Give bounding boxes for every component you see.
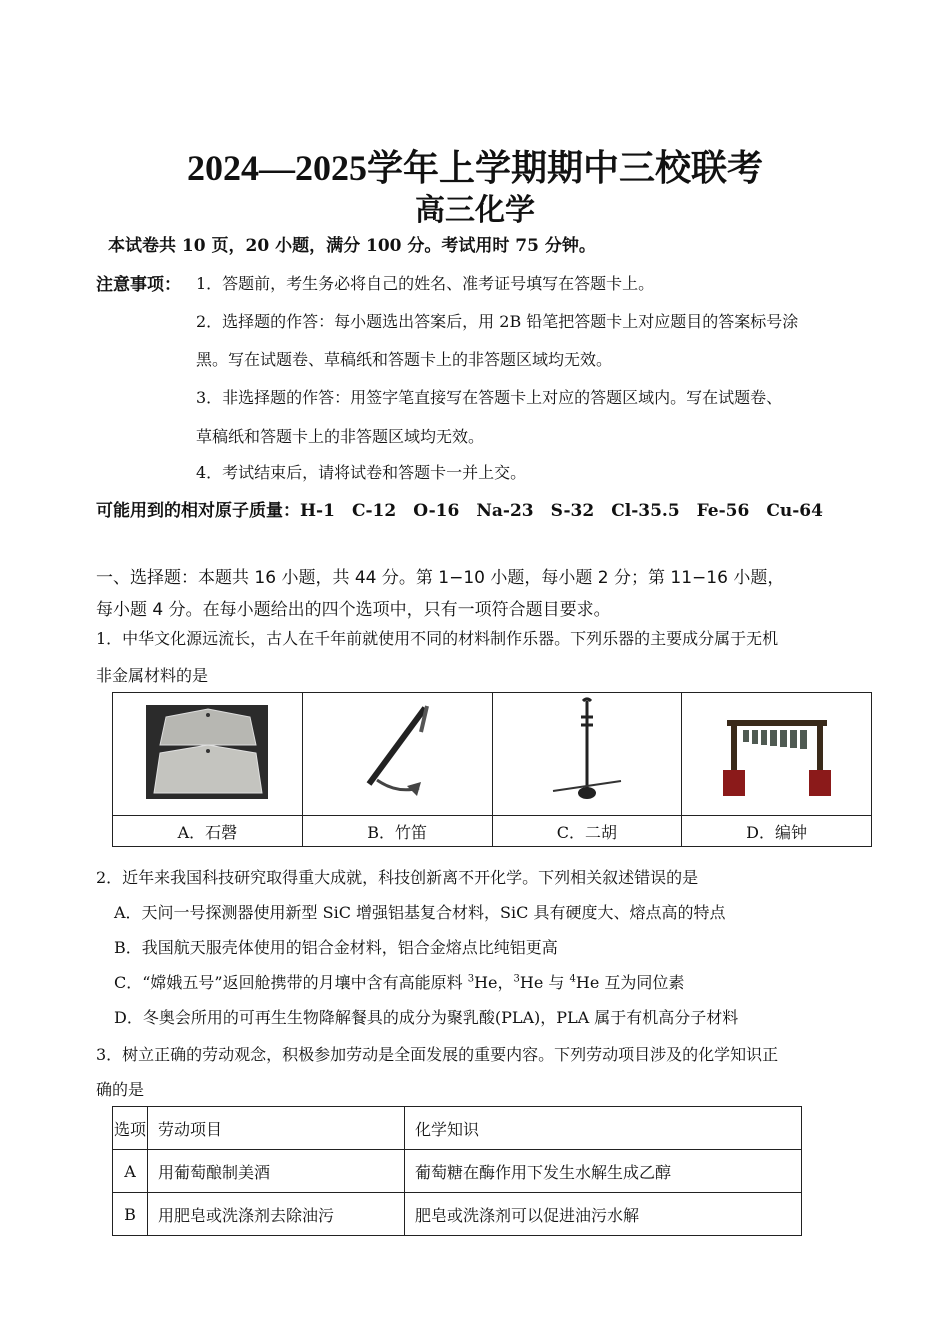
q3-stem-line1: 3．树立正确的劳动观念，积极参加劳动是全面发展的重要内容。下列劳动项目涉及的化学知识正 [96,1045,779,1064]
note-item-1: 1．答题前，考生务必将自己的姓名、准考证号填写在答题卡上。 [196,274,655,293]
q2-he3-mass-1: 3 [467,973,475,985]
exam-summary: 本试卷共 10 页，20 小题，满分 100 分。考试用时 75 分钟。 [108,236,596,256]
option-a-label: A．石磬 [113,816,303,847]
table-row [113,1193,802,1236]
row-a-knowledge: 葡萄糖在酶作用下发生水解生成乙醇 [405,1150,802,1193]
q1-stem-line1: 1．中华文化源远流长，古人在千年前就使用不同的材料制作乐器。下列乐器的主要成分属于无机 [96,629,779,648]
note-item-2a: 2．选择题的作答：每小题选出答案后，用 2B 铅笔把答题卡上对应题目的答案标号涂 [196,312,799,331]
header-option: 选项 [113,1107,148,1150]
q2-he4-mass: 4 [569,973,576,985]
note-item-4: 4．考试结束后，请将试卷和答题卡一并上交。 [196,463,527,482]
option-b-label: B．竹笛 [302,816,492,847]
section-heading-line2: 每小题 4 分。在每小题给出的四个选项中，只有一项符合题目要求。 [96,600,611,620]
q1-instrument-table [112,692,872,847]
q2-option-a: A．天问一号探测器使用新型 SiC 增强铝基复合材料，SiC 具有硬度大、熔点高的特点 [114,903,726,922]
q2-he-text-3: He 互为同位素 [575,973,685,992]
q2-option-b: B．我国航天服壳体使用的铝合金材料，铝合金熔点比纯铝更高 [114,938,558,957]
q3-table [112,1106,802,1236]
bamboo-flute-icon [347,702,447,802]
page-title: 2024—2025学年上学期期中三校联考 [186,148,763,188]
q1-stem-line2: 非金属材料的是 [96,666,209,685]
note-item-3b: 草稿纸和答题卡上的非答题区域均无效。 [196,427,485,446]
stone-chime-icon [146,705,268,799]
q2-option-c [114,970,684,993]
note-item-2b: 黑。写在试题卷、草稿纸和答题卡上的非答题区域均无效。 [196,350,613,369]
q2-he-text-2: He 与 [519,973,570,992]
atomic-mass-line: 可能用到的相对原子质量：H-1 C-12 O-16 Na-23 S-32 Cl-35.5 Fe-56 Cu-64 [96,501,823,521]
bianzhong-image [682,693,872,816]
q3-stem-line2: 确的是 [96,1080,145,1099]
row-a-option: A [113,1150,148,1193]
row-a-task: 用葡萄酿制美酒 [148,1150,405,1193]
section-heading-line1: 一、选择题：本题共 16 小题，共 44 分。第 1−10 小题，每小题 2 分；第 11−16 小题， [96,568,785,588]
erhu-image [492,693,682,816]
header-knowledge: 化学知识 [405,1107,802,1150]
stone-chime-image [113,693,303,816]
table-row [113,1150,802,1193]
option-c-label: C．二胡 [492,816,682,847]
q2-option-d: D．冬奥会所用的可再生生物降解餐具的成分为聚乳酸(PLA)，PLA 属于有机高分子材料 [114,1008,739,1027]
option-d-label: D．编钟 [682,816,872,847]
row-b-option: B [113,1193,148,1236]
bianzhong-icon [721,702,833,802]
q2-option-c-text: C．“嫦娥五号”返回舱携带的月壤中含有高能原料 [114,973,468,992]
q2-he3-mass-2: 3 [513,973,520,985]
note-item-3a: 3．非选择题的作答：用签字笔直接写在答题卡上对应的答题区域内。写在试题卷、 [196,388,783,407]
bamboo-flute-image [302,693,492,816]
notes-label: 注意事项： [96,275,181,295]
table-header-row [113,1107,802,1150]
erhu-icon [547,697,627,807]
header-task: 劳动项目 [148,1107,405,1150]
page-subtitle: 高三化学 [415,193,535,228]
row-b-knowledge: 肥皂或洗涤剂可以促进油污水解 [405,1193,802,1236]
q2-stem: 2．近年来我国科技研究取得重大成就，科技创新离不开化学。下列相关叙述错误的是 [96,868,699,887]
row-b-task: 用肥皂或洗涤剂去除油污 [148,1193,405,1236]
q2-he-text-1: He， [474,973,514,992]
